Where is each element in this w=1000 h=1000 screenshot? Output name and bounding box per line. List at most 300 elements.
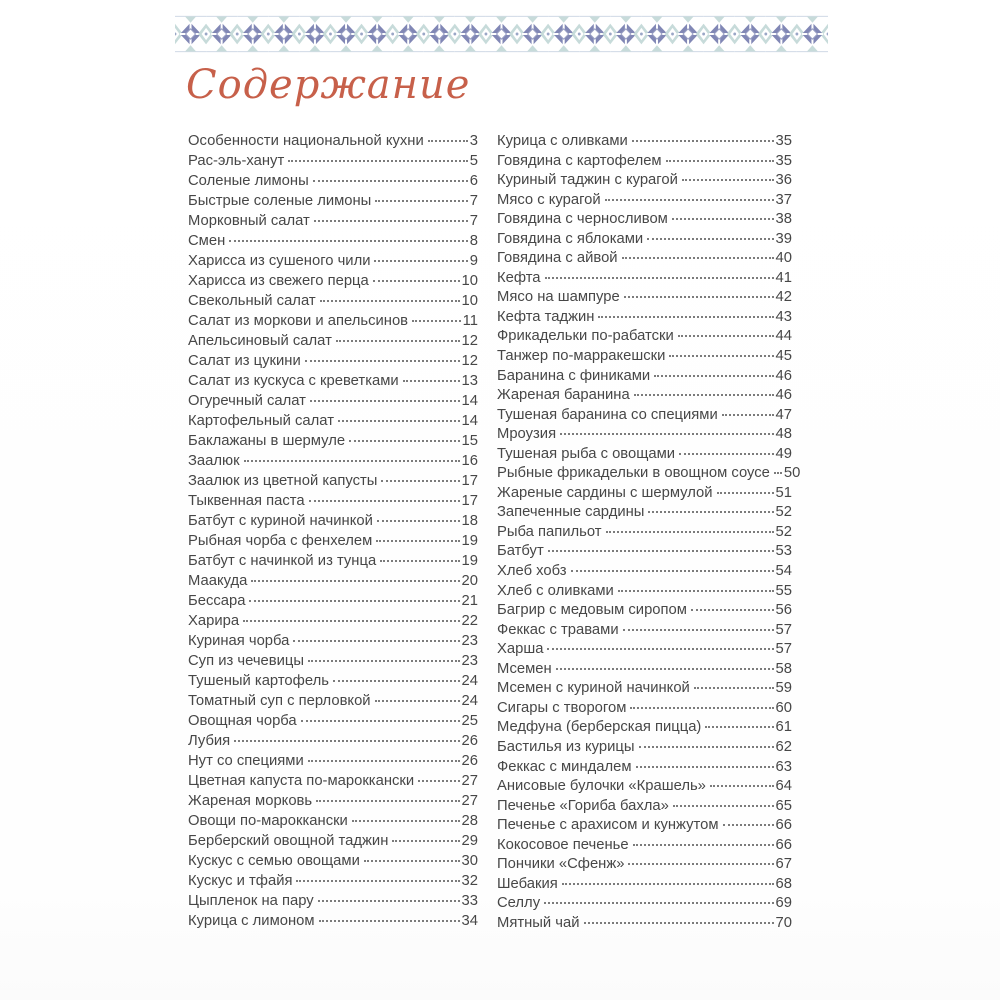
dot-leader: [632, 140, 774, 142]
toc-entry-page: 60: [775, 699, 792, 716]
dot-leader: [288, 160, 468, 162]
toc-entry-title: Баклажаны в шермуле: [188, 433, 346, 449]
toc-entry: [497, 680, 792, 700]
toc-entry: [188, 333, 478, 353]
toc-entry: [188, 193, 478, 213]
dot-leader: [774, 472, 782, 474]
toc-entry-page: 49: [775, 445, 792, 462]
toc-entry: [188, 833, 478, 853]
dot-leader: [705, 726, 773, 728]
dot-leader: [722, 414, 774, 416]
toc-entry: [497, 426, 792, 446]
toc-entry-page: 66: [775, 836, 792, 853]
toc-entry-page: 13: [461, 373, 478, 389]
toc-entry-page: 68: [775, 875, 792, 892]
toc-entry-page: 57: [775, 621, 792, 638]
dot-leader: [556, 668, 774, 670]
toc-entry: [188, 293, 478, 313]
toc-entry-page: 19: [461, 533, 478, 549]
dot-leader: [669, 355, 773, 357]
toc-entry: [497, 641, 792, 661]
dot-leader: [338, 420, 460, 422]
dot-leader: [624, 296, 774, 298]
dot-leader: [647, 238, 773, 240]
toc-entry-title: Хлеб хобз: [497, 563, 567, 580]
toc-entry-title: Куриный таджин с курагой: [497, 172, 678, 189]
toc-entry-title: Курица с оливками: [497, 133, 628, 149]
dot-leader: [547, 648, 773, 650]
toc-entry-title: Хлеб с оливками: [497, 582, 614, 599]
toc-entry-page: 19: [461, 553, 478, 569]
toc-entry: [188, 273, 478, 293]
toc-entry: [497, 328, 792, 348]
toc-entry-title: Апельсиновый салат: [188, 333, 332, 349]
dot-leader: [545, 277, 774, 279]
toc-entry-page: 33: [461, 893, 478, 909]
toc-entry-page: 11: [462, 313, 478, 329]
dot-leader: [710, 785, 774, 787]
toc-entry: [188, 373, 478, 393]
dot-leader: [723, 824, 774, 826]
toc-entry-title: Печенье с арахисом и кунжутом: [497, 817, 719, 834]
toc-entry-title: Батбут: [497, 543, 544, 560]
toc-entry: [188, 393, 478, 413]
toc-entry: [497, 407, 792, 427]
toc-entry-page: 36: [775, 172, 792, 189]
toc-entry-page: 17: [461, 493, 478, 509]
toc-entry: [497, 368, 792, 388]
toc-entry: [188, 313, 478, 333]
dot-leader: [682, 179, 774, 181]
toc-entry-page: 63: [775, 758, 792, 775]
toc-entry: [188, 253, 478, 273]
toc-entry: [497, 778, 792, 798]
toc-entry-title: Смен: [188, 233, 226, 249]
dot-leader: [428, 140, 468, 142]
toc-entry: [497, 289, 792, 309]
toc-entry-page: 18: [461, 513, 478, 529]
dot-leader: [336, 340, 460, 342]
toc-entry: [188, 433, 478, 453]
toc-entry-page: 10: [461, 293, 478, 309]
dot-leader: [403, 380, 460, 382]
toc-entry-title: Жареные сардины с шермулой: [497, 484, 713, 501]
toc-entry-page: 38: [775, 211, 792, 228]
toc-entry: [188, 673, 478, 693]
dot-leader: [313, 180, 468, 182]
toc-entry-title: Кефта: [497, 269, 541, 286]
toc-entry-page: 53: [775, 543, 792, 560]
toc-entry: [188, 533, 478, 553]
toc-entry-title: Харира: [188, 613, 240, 629]
toc-entry: [188, 613, 478, 633]
toc-entry-title: Тушеная баранина со специями: [497, 406, 718, 423]
toc-entry-page: 29: [461, 833, 478, 849]
dot-leader: [352, 820, 460, 822]
dot-leader: [636, 766, 774, 768]
toc-entry-title: Сигары с творогом: [497, 699, 627, 716]
toc-entry-page: 12: [461, 333, 478, 349]
toc-entry-title: Морковный салат: [188, 213, 310, 229]
toc-entry: [188, 573, 478, 593]
toc-entry: [497, 915, 792, 935]
toc-entry-page: 57: [775, 641, 792, 658]
dot-leader: [418, 780, 459, 782]
toc-entry-title: Цыпленок на пару: [188, 893, 314, 909]
toc-entry-page: 52: [775, 523, 792, 540]
toc-entry-title: Шебакия: [497, 875, 558, 892]
dot-leader: [672, 218, 774, 220]
dot-leader: [717, 492, 774, 494]
toc-entry-title: Овощная чорба: [188, 713, 297, 729]
toc-entry-title: Огуречный салат: [188, 393, 306, 409]
dot-leader: [364, 860, 460, 862]
toc-entry: [497, 153, 792, 173]
toc-entry-page: 27: [461, 773, 478, 789]
toc-entry-title: Курица с лимоном: [188, 913, 315, 929]
toc-entry: [497, 856, 792, 876]
toc-entry: [188, 473, 478, 493]
dot-leader: [598, 316, 773, 318]
toc-entry-page: 7: [469, 213, 478, 229]
toc-entry-title: Тыквенная паста: [188, 493, 305, 509]
toc-entry-title: Бастилья из курицы: [497, 738, 635, 755]
toc-entry: [497, 270, 792, 290]
toc-entry-title: Кокосовое печенье: [497, 836, 629, 853]
toc-entry-page: 42: [775, 289, 792, 306]
toc-entry-title: Говядина с яблоками: [497, 230, 644, 247]
toc-entry-title: Мсемен с куриной начинкой: [497, 680, 690, 697]
toc-entry-title: Медфуна (берберская пицца): [497, 719, 702, 736]
dot-leader: [319, 920, 460, 922]
toc-entry-page: 14: [461, 413, 478, 429]
toc-entry-title: Феккас с миндалем: [497, 758, 632, 775]
dot-leader: [623, 629, 774, 631]
toc-entry: [188, 793, 478, 813]
toc-entry-title: Заалюк: [188, 453, 240, 469]
toc-entry-page: 5: [469, 153, 478, 169]
dot-leader: [377, 520, 460, 522]
decorative-tile-border: [175, 15, 828, 53]
toc-entry: [497, 211, 792, 231]
toc-entry-page: 21: [461, 593, 478, 609]
toc-entry-page: 41: [775, 269, 792, 286]
dot-leader: [375, 200, 467, 202]
toc-entry-title: Запеченные сардины: [497, 504, 645, 521]
dot-leader: [639, 746, 774, 748]
toc-entry-page: 14: [461, 393, 478, 409]
toc-entry: [188, 513, 478, 533]
dot-leader: [244, 460, 460, 462]
toc-entry-title: Пончики «Сфенж»: [497, 856, 625, 873]
dot-leader: [633, 844, 774, 846]
dot-leader: [243, 620, 459, 622]
toc-entry-page: 7: [469, 193, 478, 209]
toc-entry: [497, 837, 792, 857]
toc-entry-title: Говядина с картофелем: [497, 152, 662, 169]
toc-entry: [188, 453, 478, 473]
toc-entry: [497, 524, 792, 544]
toc-entry-page: 44: [775, 328, 792, 345]
toc-entry-title: Овощи по-мароккански: [188, 813, 348, 829]
dot-leader: [548, 550, 774, 552]
toc-entry: [497, 739, 792, 759]
toc-entry-title: Рас-эль-ханут: [188, 153, 285, 169]
toc-entry-title: Нут со специями: [188, 753, 304, 769]
toc-entry-page: 16: [461, 453, 478, 469]
dot-leader: [308, 660, 460, 662]
toc-entry-title: Батбут с начинкой из тунца: [188, 553, 377, 569]
toc-entry: [188, 713, 478, 733]
toc-entry-page: 30: [461, 853, 478, 869]
dot-leader: [375, 700, 460, 702]
toc-entry-title: Салат из моркови и апельсинов: [188, 313, 409, 329]
toc-entry-page: 56: [775, 602, 792, 619]
toc-entry-title: Харисса из сушеного чили: [188, 253, 371, 269]
page-title: Содержание: [186, 62, 471, 108]
dot-leader: [544, 902, 773, 904]
toc-entry-title: Особенности национальной кухни: [188, 133, 424, 149]
toc-entry-page: 35: [775, 133, 792, 149]
toc-entry-page: 70: [775, 914, 792, 931]
dot-leader: [308, 760, 460, 762]
toc-entry-page: 66: [775, 817, 792, 834]
dot-leader: [628, 863, 773, 865]
toc-entry: [188, 693, 478, 713]
dot-leader: [630, 707, 773, 709]
toc-entry-page: 26: [461, 753, 478, 769]
toc-entry: [497, 387, 792, 407]
dot-leader: [654, 375, 773, 377]
toc-entry-page: 9: [469, 253, 478, 269]
dot-leader: [229, 240, 468, 242]
toc-entry-page: 48: [775, 426, 792, 443]
toc-entry-title: Печенье «Гориба бахла»: [497, 797, 669, 814]
dot-leader: [679, 453, 773, 455]
toc-entry-title: Тушеный картофель: [188, 673, 329, 689]
dot-leader: [584, 922, 774, 924]
toc-entry-page: 54: [775, 563, 792, 580]
toc-entry-title: Говядина с айвой: [497, 250, 618, 267]
toc-entry: [188, 413, 478, 433]
toc-entry: [497, 485, 792, 505]
toc-entry-title: Фрикадельки по-рабатски: [497, 328, 674, 345]
toc-entry-page: 35: [775, 152, 792, 169]
dot-leader: [251, 580, 459, 582]
dot-leader: [380, 560, 459, 562]
dot-leader: [562, 883, 774, 885]
dot-leader: [301, 720, 460, 722]
toc-entry-title: Говядина с черносливом: [497, 211, 668, 228]
dot-leader: [293, 640, 459, 642]
toc-entry: [188, 353, 478, 373]
toc-entry-title: Мясо на шампуре: [497, 289, 620, 306]
dot-leader: [694, 687, 774, 689]
dot-leader: [349, 440, 459, 442]
toc-entry-title: Кускус и тфайя: [188, 873, 293, 889]
toc-entry: [188, 893, 478, 913]
toc-entry-page: 24: [461, 673, 478, 689]
toc-entry: [188, 853, 478, 873]
dot-leader: [618, 590, 774, 592]
toc-entry-title: Рыба папильот: [497, 523, 602, 540]
toc-entry-title: Томатный суп с перловкой: [188, 693, 371, 709]
dot-leader: [320, 300, 460, 302]
toc-entry-title: Мсемен: [497, 660, 552, 677]
toc-entry: [497, 798, 792, 818]
dot-leader: [605, 199, 774, 201]
toc-entry-title: Лубия: [188, 733, 231, 749]
dot-leader: [296, 880, 459, 882]
toc-entry-page: 67: [775, 856, 792, 873]
dot-leader: [234, 740, 459, 742]
toc-entry: [188, 773, 478, 793]
dot-leader: [678, 335, 774, 337]
toc-entry: [497, 231, 792, 251]
toc-entry-page: 23: [461, 633, 478, 649]
toc-entry: [497, 563, 792, 583]
toc-entry-title: Салат из кускуса с креветками: [188, 373, 399, 389]
toc-entry: [497, 602, 792, 622]
toc-entry-page: 61: [775, 719, 792, 736]
dot-leader: [648, 511, 773, 513]
toc-entry: [497, 719, 792, 739]
toc-columns: [188, 133, 802, 934]
toc-entry: [497, 348, 792, 368]
toc-entry-title: Картофельный салат: [188, 413, 334, 429]
toc-entry-page: 37: [775, 191, 792, 208]
toc-entry-title: Баранина с финиками: [497, 367, 651, 384]
toc-entry-page: 58: [775, 660, 792, 677]
toc-entry: [188, 633, 478, 653]
dot-leader: [412, 320, 461, 322]
toc-entry-page: 59: [775, 680, 792, 697]
toc-entry-title: Мятный чай: [497, 914, 580, 931]
toc-entry: [497, 622, 792, 642]
dot-leader: [571, 570, 774, 572]
toc-entry: [497, 895, 792, 915]
toc-entry: [497, 543, 792, 563]
toc-entry: [188, 493, 478, 513]
toc-entry-title: Кефта таджин: [497, 308, 595, 325]
toc-entry: [188, 753, 478, 773]
toc-entry-title: Селлу: [497, 895, 541, 912]
toc-entry: [188, 553, 478, 573]
toc-entry-title: Суп из чечевицы: [188, 653, 304, 669]
toc-entry-page: 64: [775, 778, 792, 795]
toc-entry-title: Батбут с куриной начинкой: [188, 513, 373, 529]
toc-entry-title: Свекольный салат: [188, 293, 316, 309]
dot-leader: [560, 433, 773, 435]
toc-entry-page: 15: [461, 433, 478, 449]
toc-entry-page: 45: [775, 348, 792, 365]
toc-entry-page: 51: [775, 484, 792, 501]
dot-leader: [622, 257, 774, 259]
toc-entry: [497, 759, 792, 779]
toc-entry-page: 17: [461, 473, 478, 489]
toc-entry: [188, 733, 478, 753]
dot-leader: [374, 260, 467, 262]
toc-entry-title: Анисовые булочки «Крашель»: [497, 778, 706, 795]
dot-leader: [310, 400, 460, 402]
toc-entry-title: Танжер по-марракешски: [497, 348, 666, 365]
toc-entry: [497, 172, 792, 192]
toc-entry: [188, 213, 478, 233]
toc-entry: [497, 661, 792, 681]
toc-entry-page: 55: [775, 582, 792, 599]
toc-entry-page: 65: [775, 797, 792, 814]
dot-leader: [634, 394, 774, 396]
toc-entry: [188, 133, 478, 153]
toc-entry-title: Рыбные фрикадельки в овощном соусе: [497, 465, 770, 482]
toc-entry-title: Маакуда: [188, 573, 248, 589]
dot-leader: [373, 280, 460, 282]
dot-leader: [318, 900, 460, 902]
dot-leader: [691, 609, 774, 611]
toc-entry-title: Быстрые соленые лимоны: [188, 193, 372, 209]
toc-entry-page: 28: [461, 813, 478, 829]
toc-entry: [188, 913, 478, 933]
toc-entry-page: 32: [461, 873, 478, 889]
toc-entry-page: 47: [775, 406, 792, 423]
toc-entry: [188, 153, 478, 173]
toc-entry-page: 69: [775, 895, 792, 912]
dot-leader: [376, 540, 459, 542]
toc-entry-title: Берберский овощной таджин: [188, 833, 389, 849]
toc-entry: [497, 817, 792, 837]
toc-entry-page: 24: [461, 693, 478, 709]
toc-entry-title: Тушеная рыба с овощами: [497, 445, 676, 462]
toc-entry-page: 52: [775, 504, 792, 521]
toc-entry-title: Бессара: [188, 593, 246, 609]
toc-entry: [188, 813, 478, 833]
dot-leader: [666, 160, 774, 162]
toc-entry-page: 46: [775, 387, 792, 404]
toc-entry-page: 43: [775, 308, 792, 325]
toc-entry-page: 27: [461, 793, 478, 809]
dot-leader: [316, 800, 459, 802]
toc-entry-page: 25: [461, 713, 478, 729]
toc-entry-title: Соленые лимоны: [188, 173, 309, 189]
toc-entry-page: 12: [461, 353, 478, 369]
dot-leader: [392, 840, 459, 842]
toc-entry: [497, 192, 792, 212]
toc-entry-page: 23: [461, 653, 478, 669]
toc-entry-page: 40: [775, 250, 792, 267]
toc-entry: [497, 309, 792, 329]
dot-leader: [606, 531, 774, 533]
toc-entry: [188, 233, 478, 253]
toc-entry-page: 10: [461, 273, 478, 289]
toc-entry-page: 6: [469, 173, 478, 189]
dot-leader: [309, 500, 460, 502]
toc-entry-page: 22: [461, 613, 478, 629]
toc-entry: [497, 133, 792, 153]
toc-entry-title: Феккас с травами: [497, 621, 619, 638]
dot-leader: [673, 805, 774, 807]
toc-entry-page: 3: [469, 133, 478, 149]
toc-entry: [497, 583, 792, 603]
dot-leader: [381, 480, 459, 482]
toc-entry-page: 8: [469, 233, 478, 249]
toc-entry-title: Харша: [497, 641, 544, 658]
toc-entry: [188, 593, 478, 613]
dot-leader: [333, 680, 460, 682]
toc-entry: [497, 465, 801, 485]
toc-entry-page: 62: [775, 738, 792, 755]
toc-entry-title: Багрир с медовым сиропом: [497, 602, 687, 619]
toc-entry-page: 46: [775, 367, 792, 384]
